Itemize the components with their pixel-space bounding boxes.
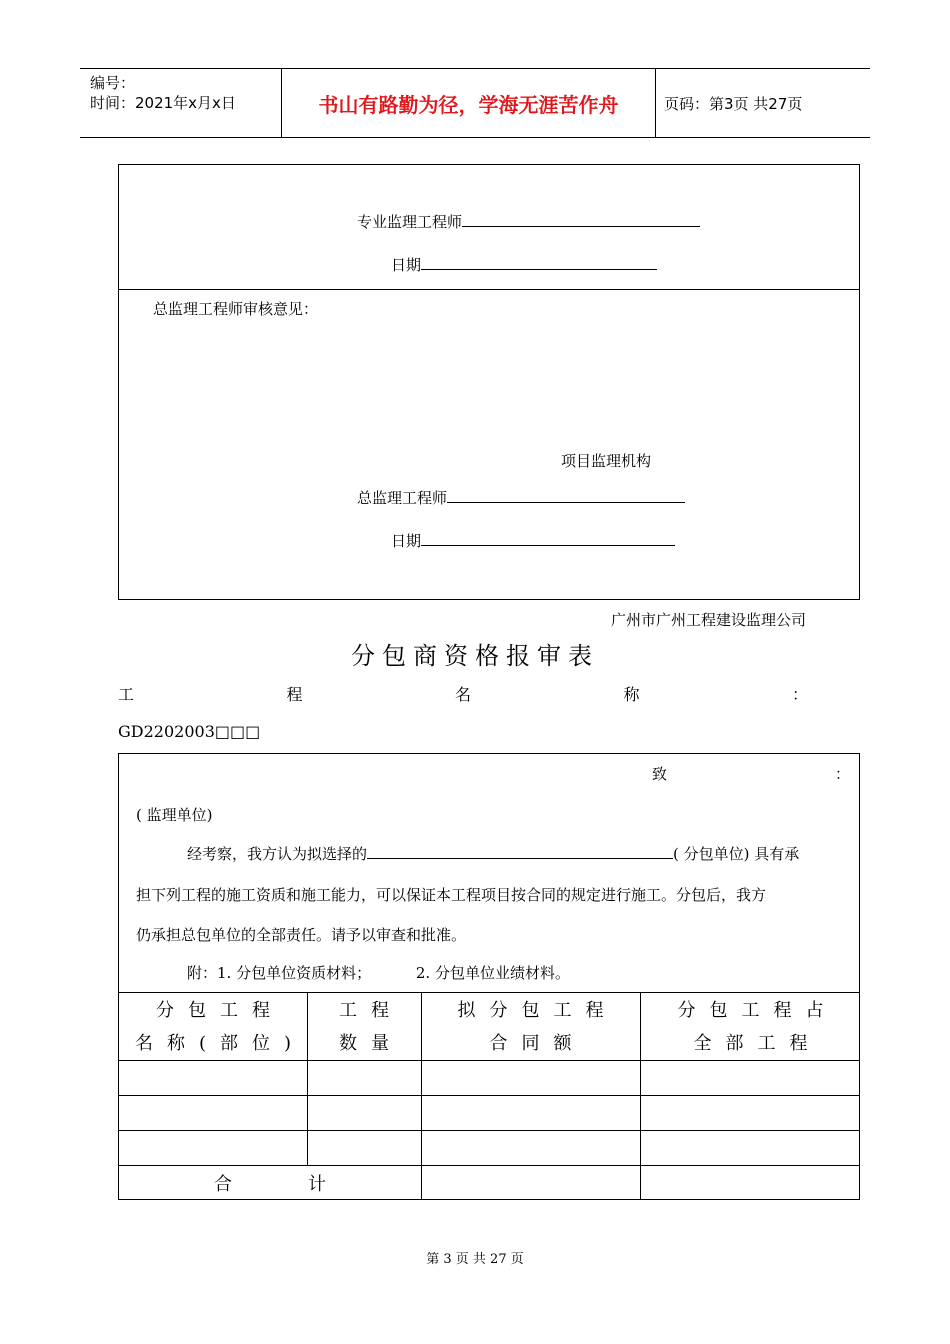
date-line-1: [391, 254, 657, 275]
page-header: [80, 68, 870, 138]
engineer-label: 专业监理工程师: [357, 213, 463, 231]
page-footer: 第 3 页 共 27 页: [426, 1252, 524, 1267]
para-line-2: 担下列工程的施工资质和施工能力，可以保证本工程项目按合同的规定进行施工。分包后，我方: [136, 886, 767, 904]
form-code: GD2202003□□□: [118, 722, 261, 741]
application-box: [118, 753, 860, 1200]
company-name: 广州市广州工程建设监理公司: [611, 611, 807, 629]
para-line-3: 仍承担总包单位的全部责任。请予以审查和批准。: [136, 926, 467, 944]
signature-blank[interactable]: [447, 488, 685, 503]
table-row-divider: [119, 1095, 859, 1096]
project-name-char: 程: [286, 685, 303, 704]
col-header-contract-amount: 拟分包工程 合同额: [457, 1000, 618, 1054]
table-top: [119, 992, 859, 993]
date-label: 日期: [391, 256, 422, 274]
attach-2: 2. 分包单位业绩材料。: [415, 964, 570, 982]
engineer-signature-line: [357, 211, 700, 232]
to-label: 致: [652, 765, 668, 783]
divider: [119, 289, 859, 290]
col-header-quantity: 工程 数量: [339, 1000, 403, 1054]
attach-1: 附：1. 分包单位资质材料；: [187, 964, 372, 982]
date-blank[interactable]: [421, 255, 657, 270]
signature-blank[interactable]: [462, 212, 700, 227]
header-page-label: 页码：第3页 共27页: [664, 94, 803, 113]
para-sub-unit: ( 分包单位) 具有承: [673, 845, 800, 863]
project-name-char: ：: [791, 685, 808, 704]
table-row-divider: [119, 1130, 859, 1131]
col-header-percentage: 分包工程占 全部工程: [677, 1000, 838, 1054]
form-title: 分包商资格报审表: [351, 642, 599, 670]
header-motto: 书山有路勤为径，学海无涯苦作舟: [318, 92, 619, 117]
chief-signature-line: [357, 487, 685, 508]
review-box: [118, 164, 860, 600]
org-label: 项目监理机构: [561, 452, 652, 470]
project-name-char: 名: [454, 685, 471, 704]
total-label: 合 计: [214, 1173, 326, 1195]
para-line-1: [187, 843, 799, 864]
chief-opinion-label: 总监理工程师审核意见：: [153, 300, 319, 318]
chief-engineer-label: 总监理工程师: [357, 489, 448, 507]
header-divider: [655, 69, 656, 137]
subcontractor-blank[interactable]: [367, 844, 673, 859]
project-name-char: 称: [623, 685, 640, 704]
to-colon: ：: [835, 765, 851, 783]
project-name-label: [118, 682, 808, 705]
number-label: 编号：: [90, 74, 136, 92]
table-row-divider: [119, 1060, 859, 1061]
project-name-char: 工: [118, 685, 135, 704]
attachments: [187, 962, 570, 983]
col-header-subcontract-name: 分包工程 名称(部位): [134, 1000, 306, 1054]
date-line-2: [391, 530, 675, 551]
header-meta: [90, 73, 236, 113]
date-blank[interactable]: [421, 531, 675, 546]
date-label: 日期: [391, 532, 422, 550]
supervisor-unit: ( 监理单位): [136, 806, 213, 824]
para-start: 经考察，我方认为拟选择的: [187, 845, 368, 863]
time-label: 时间：2021年x月x日: [90, 94, 236, 112]
